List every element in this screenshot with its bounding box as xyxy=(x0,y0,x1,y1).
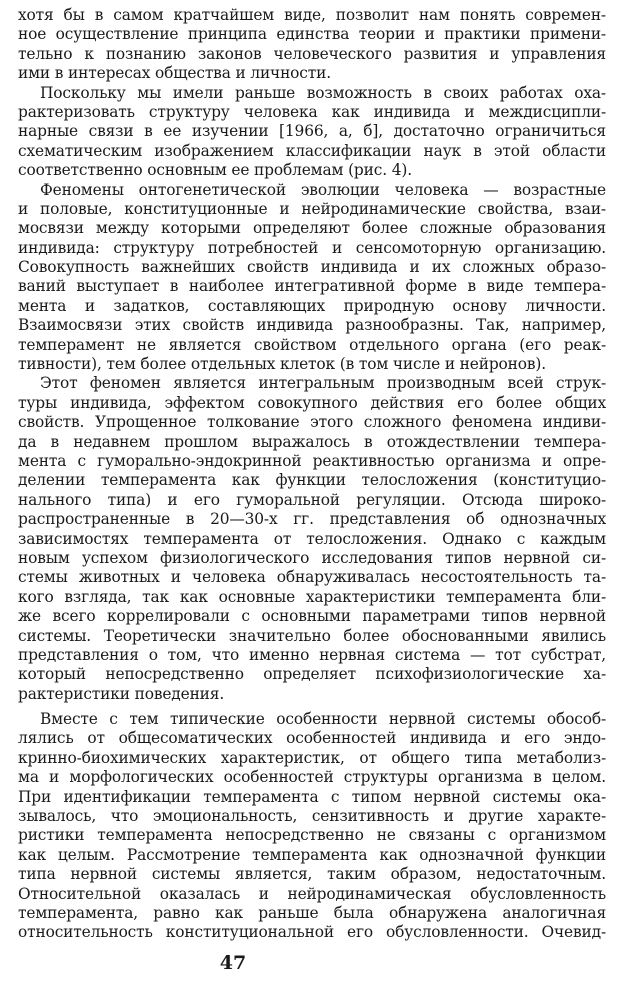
text-line: да в недавнем прошлом выражалось в отождествлении темпера- xyxy=(18,432,606,451)
text-line: стемы животных и человека обнаруживалась несостоятельность та- xyxy=(18,568,606,587)
text-line: Феномены онтогенетической эволюции человека — возрастные xyxy=(40,180,606,199)
text-line: представления о том, что именно нервная система — тот субстрат, xyxy=(18,645,606,664)
text-line: лялись от общесоматических особенностей индивида и его эндо- xyxy=(18,729,606,748)
text-line: нального типа) и его гуморальной регуляции. Отсюда широко- xyxy=(18,490,606,509)
paragraph xyxy=(18,84,606,181)
paragraph xyxy=(18,710,606,943)
text-line: нарные связи в ее изучении [1966, а, б], достаточно ограничиться xyxy=(18,122,606,141)
text-line: как целым. Рассмотрение темперамента как однозначной функции xyxy=(18,845,606,864)
text-line: который непосредственно определяет психофизиологические ха- xyxy=(18,665,606,684)
text-line: зывалось, что эмоциональность, сензитивность и другие характе- xyxy=(18,807,606,826)
text-line: туры индивида, эффектом совокупного действия его более общих xyxy=(18,393,606,412)
text-line: делении темперамента как функции телосложения (конституцио- xyxy=(18,471,606,490)
text-line: зависимостях темперамента от телосложения. Однако с каждым xyxy=(18,529,606,548)
page-number-text: 47 xyxy=(219,952,247,974)
paragraph xyxy=(18,181,606,375)
text-line: рактеристики поведения. xyxy=(18,684,225,703)
text-line: Вместе с тем типические особенности нервной системы обособ- xyxy=(40,710,606,729)
text-line: кого взгляда, так как основные характеристики темперамента бли- xyxy=(18,587,606,606)
text-line: рактеризовать структуру человека как индивида и междисципли- xyxy=(18,102,606,121)
text-line: тельно к познанию законов человеческого развития и управления xyxy=(18,44,606,63)
paragraph xyxy=(18,374,606,704)
text-line: индивида: структуру потребностей и сенсомоторную организацию. xyxy=(18,238,606,257)
text-line: и половые, конституционные и нейродинамические свойства, взаи- xyxy=(18,199,606,218)
text-line: Совокупность важнейших свойств индивида и их сложных образо- xyxy=(18,258,606,277)
text-line: ваний выступает в наиболее интегративной форме в виде темпера- xyxy=(18,277,606,296)
text-line: же всего коррелировали с основными параметрами типов нервной xyxy=(18,607,606,626)
text-line: типа нервной системы является, таким образом, недостаточным. xyxy=(18,865,606,884)
text-line: мента и задатков, составляющих природную основу личности. xyxy=(18,296,606,315)
text-line: Этот феномен является интегральным производным всей струк- xyxy=(40,374,606,393)
text-line: тивности), тем более отдельных клеток (в том числе и нейронов). xyxy=(18,355,547,374)
text-line: распространенные в 20—30-х гг. представления об однозначных xyxy=(18,510,606,529)
text-line: темперамента, равно как раньше была обнаружена аналогичная xyxy=(18,903,606,922)
text-line: Относительной оказалась и нейродинамическая обусловленность xyxy=(18,884,606,903)
text-line: схематическим изображением классификации наук в этой области xyxy=(18,141,606,160)
text-line: относительность конституциональной его обусловленности. Очевид- xyxy=(18,923,606,942)
text-line: ими в интересах общества и личности. xyxy=(18,64,331,83)
paragraph xyxy=(18,6,606,84)
text-line: темперамент не является свойством отдельного органа (его реак- xyxy=(18,335,606,354)
text-line: мосвязи между которыми определяют более сложные образования xyxy=(18,219,606,238)
body-text xyxy=(18,6,606,943)
text-line: ма и морфологических особенностей структуры организма в целом. xyxy=(18,768,606,787)
text-line: кринно-биохимических характеристик, от общего типа метаболиз- xyxy=(18,748,606,767)
text-line: хотя бы в самом кратчайшем виде, позволит нам понять современ- xyxy=(18,6,606,24)
text-line: Поскольку мы имели раньше возможность в своих работах оха- xyxy=(40,83,606,102)
text-line: новым успехом физиологического исследования типов нервной си- xyxy=(18,548,606,567)
page-number xyxy=(0,952,620,974)
text-line: соответственно основным ее проблемам (рис. 4). xyxy=(18,161,412,180)
text-line: При идентификации темперамента с типом нервной системы ока- xyxy=(18,787,606,806)
text-line: системы. Теоретически значительно более обоснованными явились xyxy=(18,626,606,645)
text-line: ристики темперамента непосредственно не связаны с организмом xyxy=(18,826,606,845)
text-line: Взаимосвязи этих свойств индивида разнообразны. Так, например, xyxy=(18,316,606,335)
text-line: свойств. Упрощенное толкование этого сложного феномена индиви- xyxy=(18,413,606,432)
text-line: мента с гуморально-эндокринной реактивностью организма и опре- xyxy=(18,451,606,470)
text-line: ное осуществление принципа единства теории и практики примени- xyxy=(18,25,606,44)
